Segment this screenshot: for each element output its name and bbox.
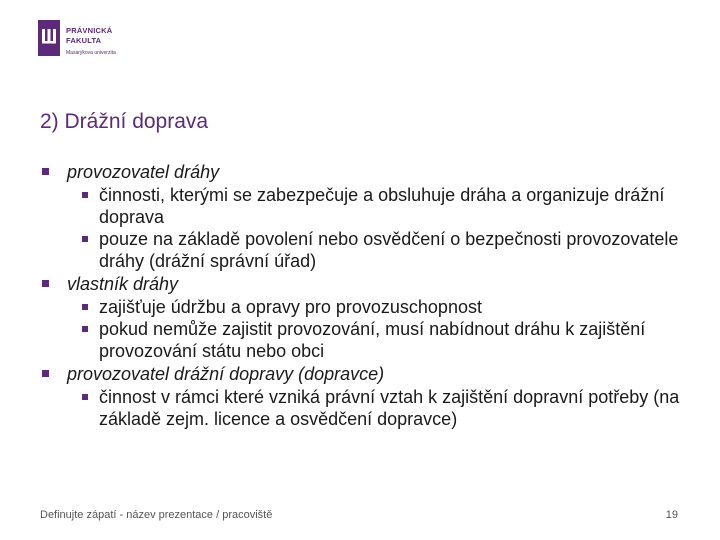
bullet-square-icon [42,168,49,175]
bullet-square-icon [42,280,49,287]
slide-title: 2) Drážní doprava [40,110,209,133]
logo-line-1: PRÁVNICKÁ [66,26,113,35]
sub-bullet-item [40,386,690,430]
sub-bullet-text: činnosti, kterými se zabezpečuje a obsluhuje dráha a organizuje drážní doprava [99,185,665,227]
bullet-text: provozovatel dráhy [67,162,220,182]
bullet-item [40,272,690,296]
bullet-square-icon [82,192,88,198]
bullet-square-icon [42,370,49,377]
bullet-item [40,362,690,386]
bullet-text: provozovatel drážní dopravy (dopravce) [67,364,385,384]
sub-bullet-item [40,296,690,318]
slide-content [40,160,690,430]
sub-bullet-text: činnost v rámci které vzniká právní vztah k zajištění dopravní potřeby (na základě zejm. licence a osvědčení dopravce) [99,387,680,429]
bullet-square-icon [82,236,88,242]
bullet-square-icon [82,394,88,400]
sub-bullet-item [40,318,690,362]
bullet-text: vlastník dráhy [67,274,179,294]
logo-line-3: Masarykova univerzita [66,50,116,56]
faculty-emblem-icon [38,20,60,56]
sub-bullet-text: zajišťuje údržbu a opravy pro provozuschopnost [99,297,482,317]
faculty-logo [38,20,116,58]
bullet-square-icon [82,304,88,310]
footer-text: Definujte zápatí - název prezentace / pracoviště [40,509,273,521]
logo-line-2: FAKULTA [66,36,102,45]
sub-bullet-text: pokud nemůže zajistit provozování, musí nabídnout dráhu k zajištění provozování státu nebo obci [99,319,646,361]
bullet-item [40,160,690,184]
sub-bullet-text: pouze na základě povolení nebo osvědčení o bezpečnosti provozovatele dráhy (drážní správní úřad) [99,229,679,271]
page-number: 19 [665,509,678,521]
sub-bullet-item [40,228,690,272]
sub-bullet-item [40,184,690,228]
bullet-square-icon [82,326,88,332]
